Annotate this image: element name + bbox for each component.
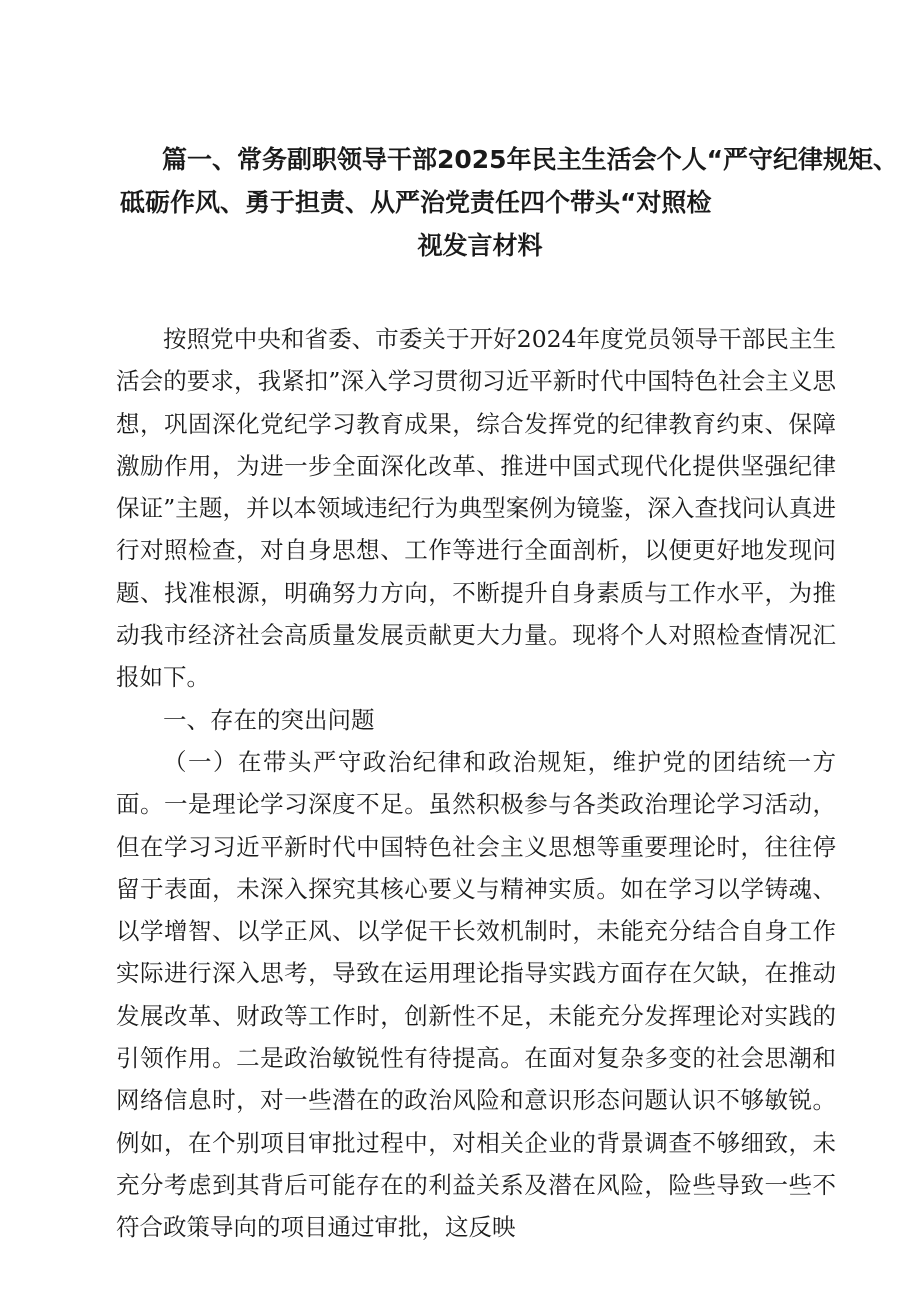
title-line-2: 砥砺作风、勇于担责、从严治党责任四个带头“对照检 (120, 188, 712, 217)
title-line-3: 视发言材料 (417, 231, 543, 260)
intro-paragraph: 按照党中央和省委、市委关于开好2024年度党员领导干部民主生活会的要求，我紧扣”深入学习贯彻习近平新时代中国特色社会主义思想，巩固深化党纪学习教育成果，综合发挥党的纪律教育约束、保障激励作用，为进一步全面深化改革、推进中国式现代化提供坚强纪律保证”主题，并以本领域违纪行为典型案例为镜鉴，深入查找问认真进行对照检查，对自身思想、工作等进行全面剖析，以便更好地发现问题、找准根源，明确努力方向，不断提升自身素质与工作水平，为推动我市经济社会高质量发展贡献更大力量。现将个人对照检查情况汇报如下。 (116, 325, 836, 692)
title-line-1: 篇一、常务副职领导干部2025年民主生活会个人“严守纪律规矩、 (162, 145, 899, 174)
document-body (116, 318, 836, 1249)
section-paragraph: （一）在带头严守政治纪律和政治规矩，维护党的团结统一方面。一是理论学习深度不足。虽然积极参与各类政治理论学习活动，但在学习习近平新时代中国特色社会主义思想等重要理论时，往往停留于表面，未深入探究其核心要义与精神实质。如在学习以学铸魂、以学增智、以学正风、以学促干长效机制时，未能充分结合自身工作实际进行深入思考，导致在运用理论指导实践方面存在欠缺，在推动发展改革、财政等工作时，创新性不足，未能充分发挥理论对实践的引领作用。二是政治敏锐性有待提高。在面对复杂多变的社会思潮和网络信息时，对一些潜在的政治风险和意识形态问题认识不够敏锐。例如，在个别项目审批过程中，对相关企业的背景调查不够细致，未充分考虑到其背后可能存在的利益关系及潜在风险，险些导致一些不符合政策导向的项目通过审批，这反映 (116, 747, 836, 1242)
section-heading: 一、存在的突出问题 (163, 705, 375, 734)
document-title (120, 138, 899, 267)
